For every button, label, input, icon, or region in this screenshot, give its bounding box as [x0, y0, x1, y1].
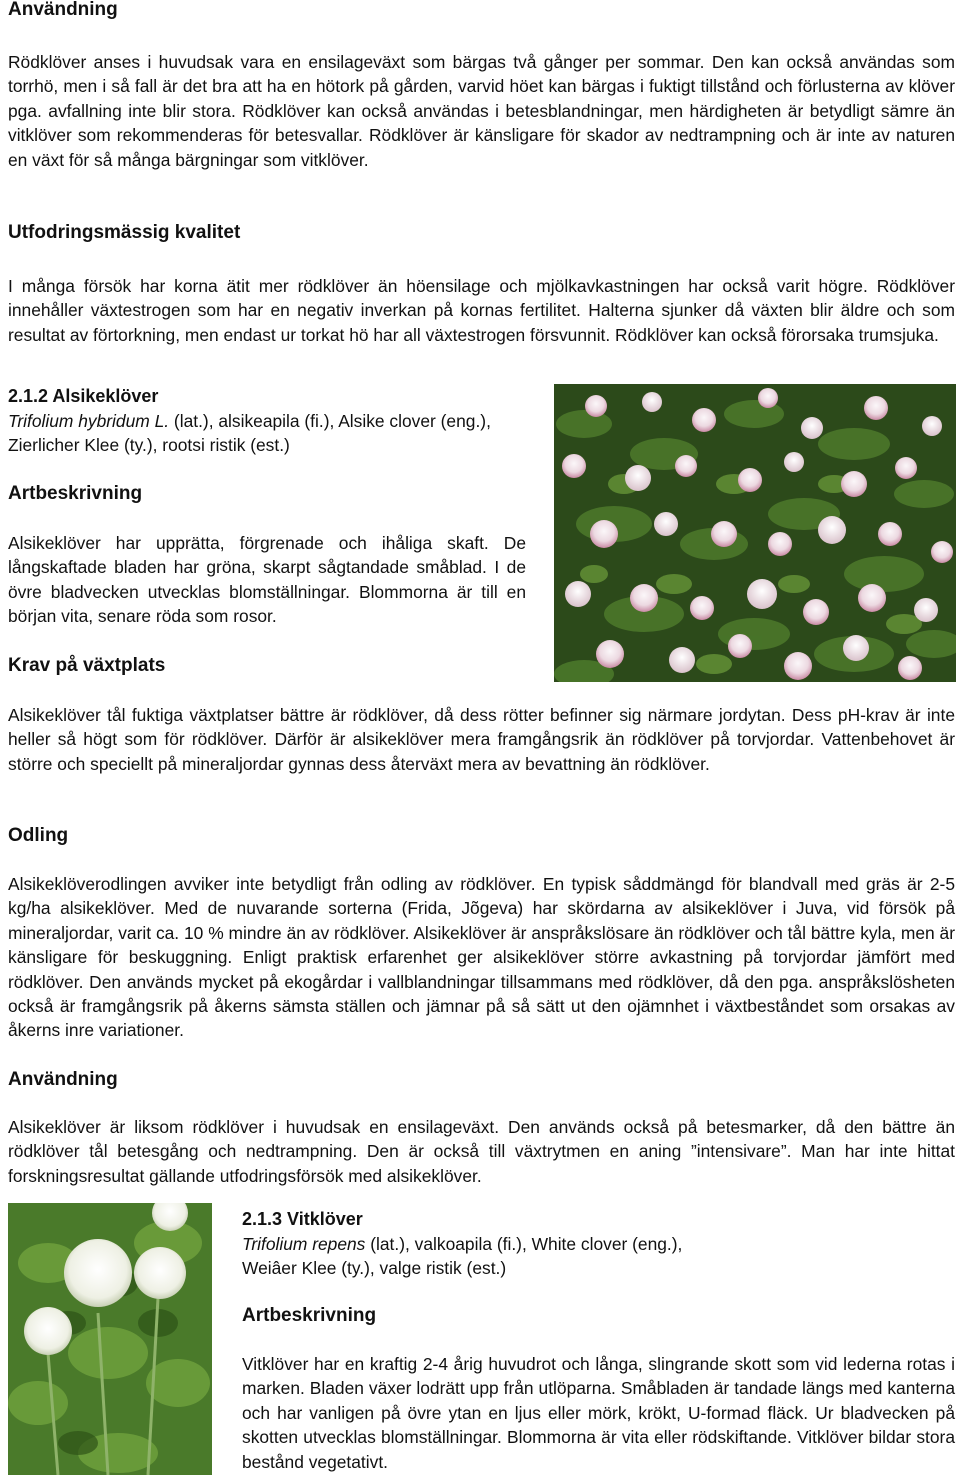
- section-heading-anvandning-rodklover: Användning: [8, 0, 118, 20]
- latin-name-vitklover: Trifolium repens: [242, 1234, 366, 1254]
- paragraph-artbeskrivning-vitklover: Vitklöver har en kraftig 2-4 årig huvudrot och långa, slingrande skott som vid lederna rotas i marken. Bladen växer lodrätt upp från utlöparna. Småbladen är tandade längs med kanterna och har vanligen på övre ytan en ljus eller mörk, krökt, U-formad fläck. Ur bladvecken på skotten utvecklas blomställningar. Blommorna är vita eller rödskiftande. Vitklöver bildar stora bestånd vegetativt.: [242, 1354, 955, 1472]
- section-heading-krav: Krav på växtplats: [8, 655, 166, 676]
- common-names-vitklover-line2: Weiâer Klee (ty.), valge ristik (est.): [242, 1258, 507, 1279]
- species-names-vitklover: [242, 1232, 955, 1281]
- paragraph-anvandning-rodklover: Rödklöver anses i huvudsak vara en ensilageväxt som bärgas två gånger per sommar. Den kan också användas som torrhö, men i så fall är det bra att ha en hötork på gården, varvid höet kan bärgas i fuktigt tillstånd och förlusterna av klöver pga. avfallning inte blir stora. Rödklöver kan också användas i betesblandningar, men härdigheten är betydligt sämre än vitklöver som rekommenderas för betesvallar. Rödklöver är känsligare för skador av nedtrampning och är inte av naturen en växt för så många bärgningar som vitklöver.: [8, 52, 955, 170]
- section-heading-artbeskrivning-alsike: Artbeskrivning: [8, 483, 143, 504]
- alsike-clover-photo: [554, 384, 956, 682]
- section-heading-artbeskrivning-vitklover: Artbeskrivning: [242, 1305, 377, 1326]
- species-title-vitklover: 2.1.3 Vitklöver: [242, 1209, 363, 1229]
- paragraph-anvandning-alsike: Alsikeklöver är liksom rödklöver i huvudsak en ensilageväxt. Den används också på betesmarker, då den bättre än rödklöver tål betesgång och nedtrampning. Den är också till växtrytmen en aning ”intensivare”. Man har inte hittat forskningsresultat gällande utfodringsförsök med alsikeklöver.: [8, 1117, 955, 1186]
- alsike-clover-photo-art: [554, 384, 956, 682]
- paragraph-artbeskrivning-alsike: Alsikeklöver har upprätta, förgrenade och ihåliga skaft. De långskaftade bladen har gröna, skarpt sågtandade småblad. I de övre bladvecken utvecklas blomställningar. Blommorna är till en början vita, senare röda som rosor.: [8, 533, 526, 627]
- paragraph-odling: Alsikeklöverodlingen avviker inte betydligt från odling av rödklöver. En typisk såddmängd för blandvall med gräs är 2-5 kg/ha alsikeklöver. Med de nuvarande sorterna (Frida, Jõgeva) har skördarna av alsikeklöver i Juva, vid försök på mineraljordar, varit ca. 10 % mindre än av rödklöver. Alsikeklöver är anspråkslösare än rödklöver och tål bättre kyla, men är känsligare för beskuggning. Enligt praktisk erfarenhet ger alsikeklöver större avkastning på torvjordar jämfört med rödklöver. Den används mycket på ekogårdar i vallblandningar tillsammans med rödklöver, då den pga. anspråkslösheten också är framgångsrik på åkerns sämsta ställen och jämnar på så sätt ut den ojämnhet i växtbeståndet som orsakas av åkerns inre variationer.: [8, 874, 955, 1041]
- species-names-alsike: [8, 409, 528, 458]
- section-heading-odling: Odling: [8, 825, 69, 846]
- common-names-alsike: (lat.), alsikeapila (fi.), Alsike clover (eng.), Zierlicher Klee (ty.), rootsi ristik (est.): [8, 411, 491, 456]
- paragraph-utfodring: I många försök har korna ätit mer rödklöver än höensilage och mjölkavkastningen har också varit högre. Rödklöver innehåller växtestrogen som har en negativ inverkan på kornas fertilitet. Halterna sjunker då växten blir äldre och som resultat av förtorkning, men endast ur torkat hö har all växtestrogen försvunnit. Rödklöver kan också förorsaka trumsjuka.: [8, 276, 955, 345]
- species-title-alsike: 2.1.2 Alsikeklöver: [8, 386, 159, 406]
- section-heading-anvandning-alsike: Användning: [8, 1069, 118, 1090]
- white-clover-photo: [8, 1203, 212, 1475]
- white-clover-photo-art: [8, 1203, 212, 1475]
- section-heading-utfodring: Utfodringsmässig kvalitet: [8, 222, 241, 243]
- latin-name-alsike: Trifolium hybridum L.: [8, 411, 170, 431]
- common-names-vitklover-line1: (lat.), valkoapila (fi.), White clover (eng.),: [365, 1234, 683, 1254]
- paragraph-krav: Alsikeklöver tål fuktiga växtplatser bättre är rödklöver, då dess rötter befinner sig närmare jordytan. Dess pH-krav är inte heller så högt som för rödklöver. Därför är alsikeklöver mera framgångsrik än rödklöver på torvjordar. Vattenbehovet är större och speciellt på mineraljordar gynnas dess återväxt mera av bevattning än rödklöver.: [8, 705, 955, 774]
